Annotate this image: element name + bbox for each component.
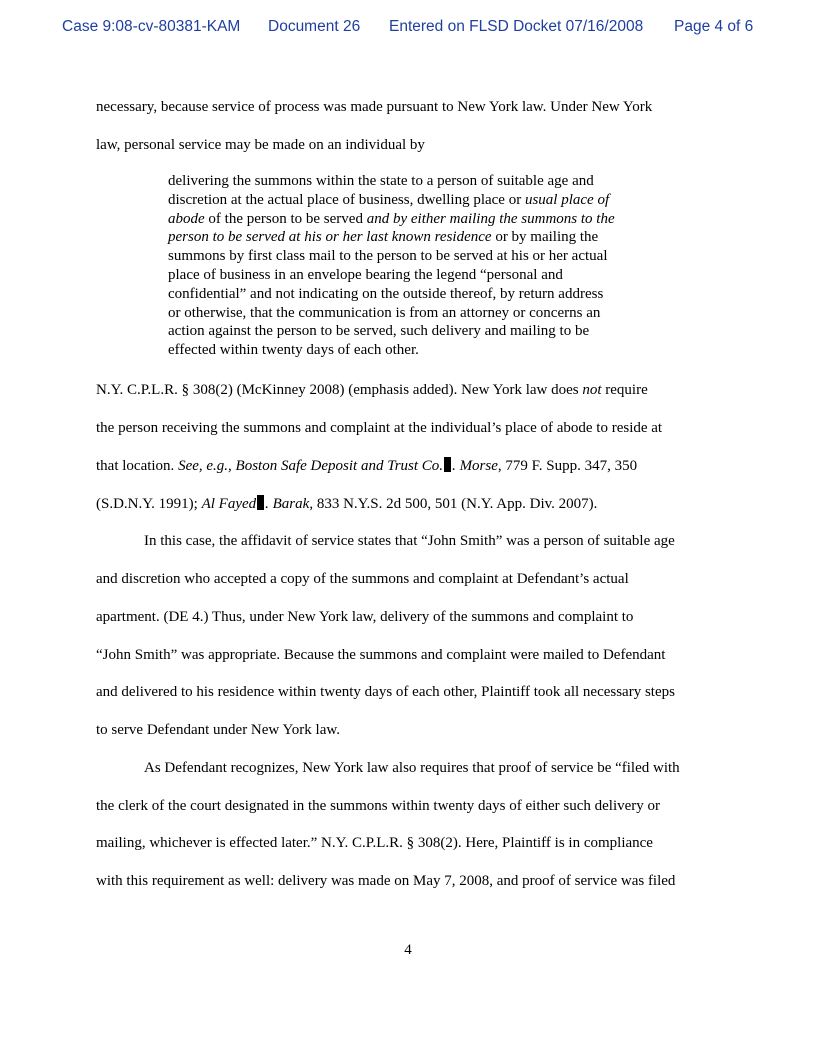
body-text: , 833 N.Y.S. 2d 500, 501 (N.Y. App. Div. 2007). xyxy=(309,496,598,512)
body-line: and discretion who accepted a copy of the summons and complaint at Defendant’s actual xyxy=(96,571,629,587)
page-count: Page 4 of 6 xyxy=(674,18,754,35)
body-text: require xyxy=(601,382,648,398)
body-line: with this requirement as well: delivery was made on May 7, 2008, and proof of service was filed xyxy=(96,873,676,889)
quote-text: discretion at the actual place of business, dwelling place or xyxy=(168,191,525,208)
body-line: “John Smith” was appropriate. Because the summons and complaint were mailed to Defendant xyxy=(96,647,666,663)
body-line xyxy=(96,457,637,475)
body-text: N.Y. C.P.L.R. § 308(2) (McKinney 2008) (emphasis added). New York law does xyxy=(96,382,583,398)
body-line: apartment. (DE 4.) Thus, under New York law, delivery of the summons and complaint to xyxy=(96,609,634,625)
quote-line: place of business in an envelope bearing the legend “personal and xyxy=(168,266,563,283)
document-number: Document 26 xyxy=(268,18,361,35)
redaction-mark xyxy=(444,457,451,472)
case-citation: See, e.g., Boston Safe Deposit and Trust Co. xyxy=(178,458,444,474)
page-number: 4 xyxy=(404,942,412,958)
case-citation: . Barak xyxy=(265,496,310,512)
quote-line: action against the person to be served, such delivery and mailing to be xyxy=(168,323,590,340)
body-line xyxy=(96,381,648,399)
quote-emphasis: usual place of xyxy=(524,191,610,208)
body-text: (S.D.N.Y. 1991); xyxy=(96,496,202,512)
body-text: that location. xyxy=(96,458,179,474)
body-line xyxy=(96,495,597,513)
quote-line: effected within twenty days of each other. xyxy=(168,342,419,359)
body-line: In this case, the affidavit of service states that “John Smith” was a person of suitable age xyxy=(144,533,675,549)
docket-header xyxy=(0,16,816,40)
quote-text: or by mailing the xyxy=(491,229,599,246)
case-citation: Al Fayed xyxy=(201,496,257,512)
case-number: Case 9:08-cv-80381-KAM xyxy=(62,18,241,35)
block-quote xyxy=(168,172,658,360)
case-citation: . Morse xyxy=(452,458,498,474)
body-line: law, personal service may be made on an individual by xyxy=(96,137,425,153)
body-line: As Defendant recognizes, New York law also requires that proof of service be “filed with xyxy=(144,760,680,776)
quote-emphasis: and by either mailing the summons to the xyxy=(366,210,615,227)
quote-line xyxy=(168,191,658,210)
quote-line: or otherwise, that the communication is from an attorney or concerns an xyxy=(168,304,601,321)
docket-entry-date: Entered on FLSD Docket 07/16/2008 xyxy=(389,18,644,35)
redaction-mark xyxy=(257,495,264,510)
quote-emphasis: abode xyxy=(168,210,205,227)
body-line: and delivered to his residence within twenty days of each other, Plaintiff took all necessary steps xyxy=(96,684,675,700)
emphasis: not xyxy=(582,382,602,398)
body-line: mailing, whichever is effected later.” N.Y. C.P.L.R. § 308(2). Here, Plaintiff is in compliance xyxy=(96,835,653,851)
quote-line: summons by first class mail to the person to be served at his or her actual xyxy=(168,248,608,265)
quote-emphasis: person to be served at his or her last known residence xyxy=(168,229,492,246)
quote-line xyxy=(168,228,658,247)
body-line: the clerk of the court designated in the summons within twenty days of either such delivery or xyxy=(96,798,661,814)
body-line: necessary, because service of process was made pursuant to New York law. Under New York xyxy=(96,99,653,115)
body-text: , 779 F. Supp. 347, 350 xyxy=(497,458,638,474)
quote-line: confidential” and not indicating on the outside thereof, by return address xyxy=(168,285,604,302)
quote-text: of the person to be served xyxy=(204,210,367,227)
quote-line xyxy=(168,210,658,229)
body-line: to serve Defendant under New York law. xyxy=(96,722,340,738)
quote-line: delivering the summons within the state to a person of suitable age and xyxy=(168,173,594,189)
body-line: the person receiving the summons and complaint at the individual’s place of abode to reside at xyxy=(96,420,663,436)
